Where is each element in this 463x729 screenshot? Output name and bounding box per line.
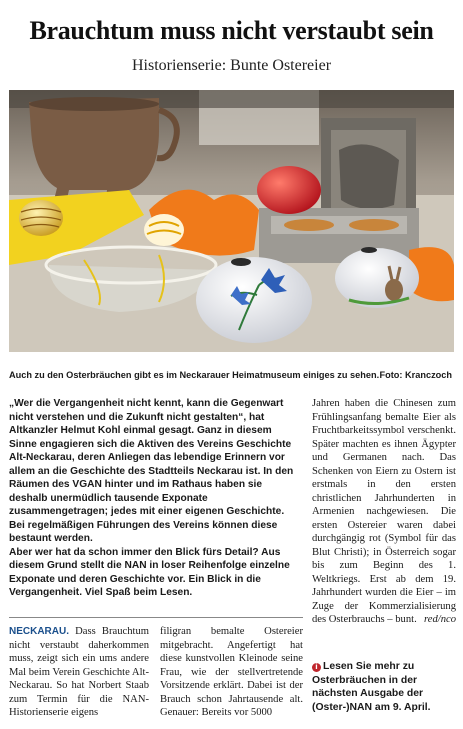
- info-icon: i: [312, 663, 321, 672]
- author-signature: red/nco: [424, 614, 456, 625]
- photo-caption: Auch zu den Osterbräuchen gibt es im Neckarauer Heimatmuseum einiges zu sehen.: [9, 370, 380, 380]
- teaser-text: Lesen Sie mehr zu Osterbräuchen in der nächsten Ausgabe der (Oster-)NAN am 9. April.: [312, 661, 431, 713]
- subheadline: Historienserie: Bunte Ostereier: [131, 57, 332, 74]
- intro-block: [9, 397, 295, 600]
- body-column-3-text: Jahren haben die Chinesen zum Frühlingsanfang bemalte Eier als Fruchtbarkeitssymbol verschenkt. Später machten es ihnen Ägypter und Germanen nach. Das Schenken von Eiern zu Ostern ist erstmals in den ersten christlichen Jahrhunderten in Armenien nachgewiesen. Die ersten Ostereier waren dabei durchgängig rot (Symbol für das Blut Christi); in Österreich sogar bis zum Beginn des 1. Weltkriegs. Erst ab dem 19. Jahrhundert wurden die Eier – im Zuge der Kommerzialisierung des Osterbrauchs – bunt.: [312, 398, 456, 625]
- body-column-2: filigran bemalte Ostereier mitgebracht. Angefertigt hat diese kunstvollen Kleinode seine Frau, wie der stellvertretende Vorsitzende erklärt. Dabei ist der Brauch schon Jahrtausende alt. Genauer: Bereits vor 5000: [160, 626, 303, 718]
- photo-caption-row: [9, 370, 454, 384]
- easter-eggs-photo: [9, 90, 454, 352]
- body-column-3: [312, 397, 456, 627]
- teaser: [312, 660, 462, 714]
- section-rule: [9, 617, 303, 618]
- intro-paragraph-1: „Wer die Vergangenheit nicht kennt, kann die Gegenwart nicht verstehen und die Zukunft nicht gestalten“, hat Altkanzler Helmut Kohl einmal gesagt. Ganz in diesem Sinne engagieren sich die Aktiven des Vereins Geschichte Alt-Neckarau, deren Anliegen das lebendige Erinnern vor allem an die Geschichte des Stadtteils Neckarau ist. In den Räumen des VGAN hinter und im Rathaus haben sie deshalb unermüdlich tausende Exponate zusammengetragen; jedes mit einer eigenen Geschichte. Bei regelmäßigen Führungen des Vereins können diese bestaunt werden.: [9, 398, 294, 544]
- dateline: NECKARAU.: [9, 626, 69, 637]
- photo-credit: Foto: Kranczoch: [379, 370, 452, 380]
- body-column-1: [9, 625, 149, 720]
- body-column-1-text: Dass Brauchtum nicht verstaubt daherkommen muss, zeigt sich ein ums andere Mal beim Verein Geschichte Alt-Neckarau. So hat Norbert Staab zum Termin für die NAN-Historienserie eigens: [9, 626, 149, 718]
- article-photo: [9, 90, 454, 352]
- headline: Brauchtum muss nicht verstaubt sein: [29, 16, 434, 45]
- intro-paragraph-2: Aber wer hat da schon immer den Blick fürs Detail? Aus diesem Grund stellt die NAN in loser Reihenfolge einzelne Exponate und deren Geschichte vor. Ein Blick in die Vergangenheit. Viel Spaß beim Lesen.: [9, 546, 290, 598]
